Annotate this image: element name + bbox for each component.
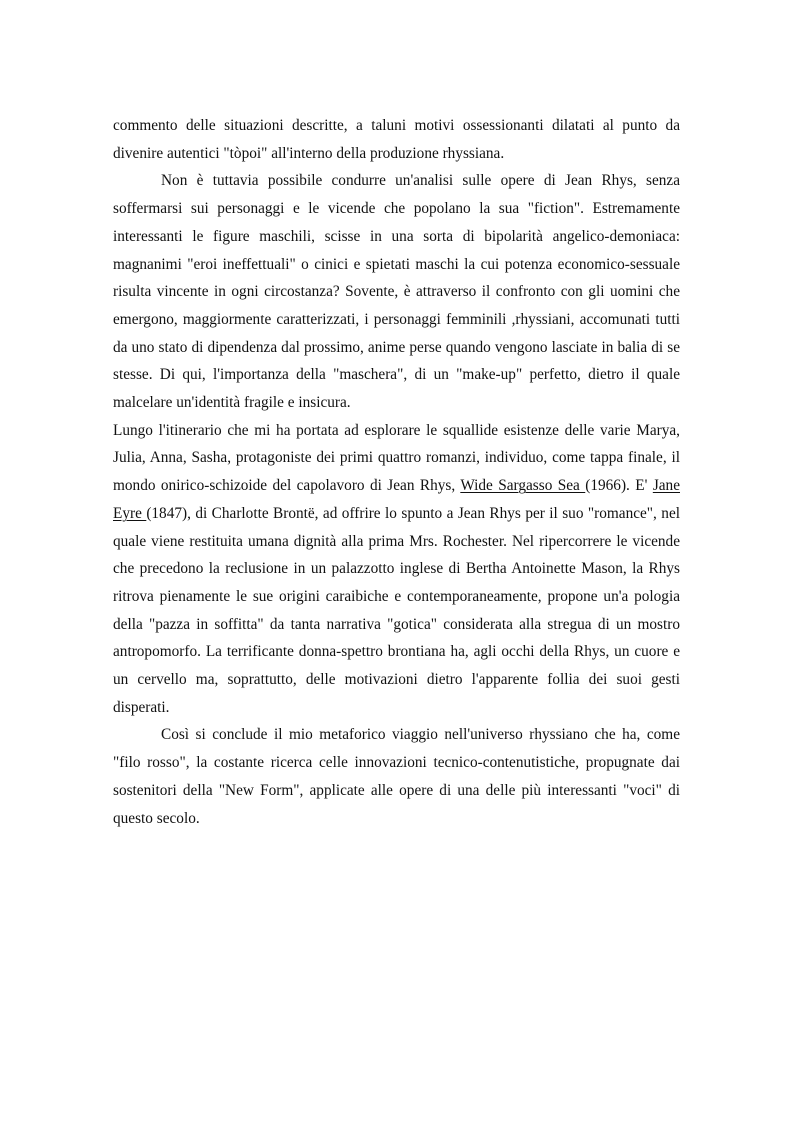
paragraph-3 [113, 417, 680, 722]
book-title-wide-sargasso-sea: Wide Sargasso Sea [460, 477, 586, 495]
body-text [113, 112, 680, 832]
paragraph-3-part-2: (1966). E' [585, 477, 653, 495]
paragraph-3-part-3: (1847), di Charlotte Brontë, ad offrire lo spunto a Jean Rhys per il suo "romance", nel quale viene restituita umana dignità alla prima Mrs. Rochester. Nel ripercorrere le vicende che precedono la reclusione in un palazzotto inglese di Bertha Antoinette Mason, la Rhys ritrova pienamente le sue origini caraibiche e contemporaneamente, propone un'a pologia della "pazza in soffitta" da tanta narrativa "gotica" considerata alla stregua di un mostro antropomorfo. La terrificante donna-spettro brontiana ha, agli occhi della Rhys, un cuore e un cervello ma, soprattutto, delle motivazioni dietro l'apparente follia dei suoi gesti disperati. [113, 504, 680, 716]
paragraph-1: commento delle situazioni descritte, a taluni motivi ossessionanti dilatati al punto da divenire autentici "tòpoi" all'interno della produzione rhyssiana. [113, 117, 680, 162]
paragraph-2: Non è tuttavia possibile condurre un'analisi sulle opere di Jean Rhys, senza soffermarsi sui personaggi e le vicende che popolano la sua "fiction". Estremamente interessanti le figure maschili, scisse in una sorta di bipolarità angelico-demoniaca: magnanimi "eroi ineffettuali" o cinici e spietati maschi la cui potenza economico-sessuale risulta vincente in ogni circostanza? Sovente, è attraverso il confronto con gli uomini che emergono, maggiormente caratterizzati, i personaggi femminili ,rhyssiani, accomunati tutti da uno stato di dipendenza dal prossimo, anime perse quando vengono lasciate in balia di se stesse. Di qui, l'importanza della "maschera", di un "make-up" perfetto, dietro il quale malcelare un'identità fragile e insicura. [113, 172, 680, 412]
paragraph-4: Così si conclude il mio metaforico viaggio nell'universo rhyssiano che ha, come "filo rosso", la costante ricerca celle innovazioni tecnico-contenutistiche, propugnate dai sostenitori della "New Form", applicate alle opere di una delle più interessanti "voci" di questo secolo. [113, 726, 680, 827]
book-title-jane-eyre: Jane Eyre [113, 477, 680, 522]
paragraph-3-part-1: Lungo l'itinerario che mi ha portata ad esplorare le squallide esistenze delle varie Marya, Julia, Anna, Sasha, protagoniste dei primi quattro romanzi, individuo, come tappa finale, il mondo onirico-schizoide del capolavoro di Jean Rhys, [113, 421, 680, 495]
